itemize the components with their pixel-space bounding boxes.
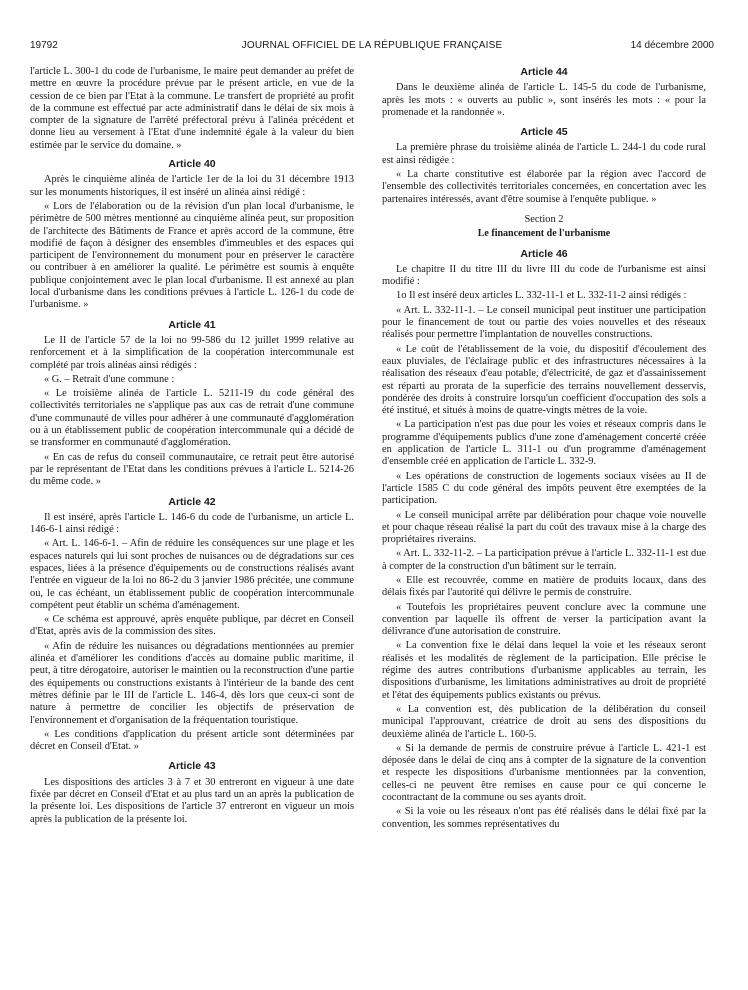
paragraph: Après le cinquième alinéa de l'article 1er de la loi du 31 décembre 1913 sur les monuments historiques, il est inséré un alinéa ainsi rédigé : bbox=[30, 174, 354, 198]
paragraph: Le chapitre II du titre III du livre III du code de l'urbanisme est ainsi modifié : bbox=[382, 263, 706, 288]
paragraph: Les dispositions des articles 3 à 7 et 30 entreront en vigueur à une date fixée par décret en Conseil d'Etat et au plus tard un an après la publication de la présente loi. Les dispositions de l'article 37 entreront en vigueur un mois après la publication de la présente loi. bbox=[30, 776, 354, 825]
paragraph: Dans le deuxième alinéa de l'article L. 145-5 du code de l'urbanisme, après les mots : « ouverts au public », sont insérés les mots : « pour la promenade et la randonnée ». bbox=[382, 82, 706, 118]
article-heading: Article 46 bbox=[520, 247, 568, 260]
paragraph: « Afin de réduire les nuisances ou dégradations mentionnées au premier alinéa et d'améliorer les conditions d'accès au domaine public maritime, il peut, à titre dérogatoire, autoriser le maintien ou la reconstruction d'une partie des équipements ou constructions existants à l'intérieur de la bande des cent mètres définie par le III de l'article L. 146-4, dès lors que ceux-ci sont de nature à permettre de concilier les objectifs de préservation de l'environnement et d'organisation de la fréquentation touristique. bbox=[30, 640, 354, 726]
paragraph: « Elle est recouvrée, comme en matière de produits locaux, dans des délais fixés par l'autorité qui délivre le permis de construire. bbox=[382, 574, 706, 599]
section-title: Le financement de l'urbanisme bbox=[477, 228, 611, 240]
left-column bbox=[30, 66, 354, 828]
publication-date: 14 décembre 2000 bbox=[630, 40, 714, 51]
article-heading: Article 45 bbox=[520, 126, 568, 139]
paragraph: « La participation n'est pas due pour les voies et réseaux compris dans le programme d'équipements publics d'une zone d'aménagement concerté créée en application de l'article L. 311-1 ou d'un programme d'aménagement d'ensemble créé en application de l'article L. 332-9. bbox=[382, 419, 706, 468]
paragraph: « Toutefois les propriétaires peuvent conclure avec la commune une convention par laquelle ils offrent de verser la participation avant la délivrance d'une autorisation de construire. bbox=[382, 601, 706, 638]
paragraph: « Si la voie ou les réseaux n'ont pas été réalisés dans le délai fixé par la convention, les sommes représentatives du bbox=[382, 806, 706, 830]
paragraph: « Art. L. 332-11-2. – La participation prévue à l'article L. 332-11-1 est due à compter de la construction d'un bâtiment sur le terrain. bbox=[382, 548, 706, 572]
article-heading: Article 42 bbox=[168, 495, 216, 508]
paragraph: « Lors de l'élaboration ou de la révision d'un plan local d'urbanisme, le périmètre de 500 mètres mentionné au cinquième alinéa peut, sur proposition de l'architecte des Bâtiments de France et après accord de la commune, être modifié de façon à désigner des ensembles d'immeubles et des espaces qui participent de l'environnement du monument pour en préserver le caractère ou contribuer à en améliorer la qualité. Le périmètre est soumis à enquête publique conjointement avec le plan local d'urbanisme. Il est annexé au plan local d'urbanisme dans les conditions prévues à l'article L. 126-1 du code de l'urbanisme. » bbox=[30, 200, 354, 311]
article-heading: Article 43 bbox=[168, 760, 216, 773]
paragraph: l'article L. 300-1 du code de l'urbanisme, le maire peut demander au préfet de mettre en œuvre la procédure prévue par le présent article, en vue de la cession de ce bien par l'Etat à la commune. Le transfert de propriété au profit de la commune est effectué par acte administratif dans le délai de six mois à compter de la signature de l'arrêté préfectoral prévu à l'alinéa précédent et donne lieu au versement à l'Etat d'une indemnité égale à la valeur du bien estimée par le service du domaine. » bbox=[30, 66, 354, 151]
paragraph: « Le coût de l'établissement de la voie, du dispositif d'écoulement des eaux pluviales, de l'éclairage public et des infrastructures nécessaires à la réalisation des réseaux d'eau potable, d'électricité, de gaz et d'assainissement est réparti au prorata de la superficie des terrains nouvellement desservis, pondérée des droits à construire lorsqu'un coefficient d'occupation des sols a été institué, et situés à moins de quatre-vingts mètres de la voie. bbox=[382, 343, 706, 417]
paragraph: « Les conditions d'application du présent article sont déterminées par décret en Conseil d'Etat. » bbox=[30, 728, 354, 753]
right-column bbox=[382, 66, 706, 833]
paragraph: « Le conseil municipal arrête par délibération pour chaque voie nouvelle et pour chaque réseau réalisé la part du coût des travaux mise à la charge des propriétaires riverains. bbox=[382, 509, 706, 546]
paragraph: « Les opérations de construction de logements sociaux visées au II de l'article 1585 C du code général des impôts peuvent être exemptées de la participation. bbox=[382, 470, 706, 507]
journal-title: JOURNAL OFFICIEL DE LA RÉPUBLIQUE FRANÇAISE bbox=[241, 40, 503, 51]
paragraph: Le II de l'article 57 de la loi no 99-586 du 12 juillet 1999 relative au renforcement et à la simplification de la coopération intercommunale est complété par trois alinéas ainsi rédigés : bbox=[30, 334, 354, 371]
page-header bbox=[30, 40, 714, 54]
article-heading: Article 41 bbox=[168, 318, 216, 331]
article-heading: Article 44 bbox=[520, 66, 568, 78]
paragraph: « Art. L. 146-6-1. – Afin de réduire les conséquences sur une plage et les espaces naturels qui lui sont proches de nuisances ou de dégradations sur ces espaces, liées à la présence d'équipements ou de constructions réalisés avant l'entrée en vigueur de la loi no 86-2 du 3 janvier 1986 précitée, une commune ou, le cas échéant, un établissement public de coopération intercommunale compétent peut établir un schéma d'aménagement. bbox=[30, 538, 354, 611]
paragraph: 1o Il est inséré deux articles L. 332-11-1 et L. 332-11-2 ainsi rédigés : bbox=[396, 290, 687, 302]
page-number: 19792 bbox=[30, 40, 58, 51]
paragraph: « Le troisième alinéa de l'article L. 5211-19 du code général des collectivités territoriales ne s'applique pas aux cas de retrait d'une commune d'une communauté de villes pour adhérer à une communauté d'agglomération ou à un établissement public de coopération intercommunale qui a décidé de se transformer en communauté d'agglomération. bbox=[30, 388, 354, 449]
paragraph: « Si la demande de permis de construire prévue à l'article L. 421-1 est déposée dans le délai de cinq ans à compter de la signature de la convention et respecte les dispositions d'urbanisme mentionnées par la convention, celles-ci ne peuvent être remises en cause pour ce qui concerne le cocontractant de la commune ou ses ayants droit. bbox=[382, 742, 706, 804]
paragraph: « La charte constitutive est élaborée par la région avec l'accord de l'ensemble des collectivités territoriales concernées, en concertation avec les partenaires intéressés, avant d'être soumise à l'enquête publique. » bbox=[382, 169, 706, 205]
paragraph: « La convention fixe le délai dans lequel la voie et les réseaux seront réalisés et les modalités de règlement de la participation. Elle précise le régime des autres contributions d'urbanisme applicables au terrain, les dispositions d'urbanisme, les limitations administratives au droit de propriété et l'état des équipements publics existants ou prévus. bbox=[382, 640, 706, 701]
paragraph: « G. – Retrait d'une commune : bbox=[44, 373, 175, 385]
paragraph: « Art. L. 332-11-1. – Le conseil municipal peut instituer une participation pour le financement de tout ou partie des voies nouvelles et des réseaux réalisés pour permettre l'implantation de nouvelles constructions. bbox=[382, 304, 706, 341]
paragraph: « En cas de refus du conseil communautaire, ce retrait peut être autorisé par le représentant de l'Etat dans les conditions prévues à l'article L. 5214-26 du même code. » bbox=[30, 451, 354, 488]
paragraph: « La convention est, dès publication de la délibération du conseil municipal l'approuvant, créatrice de droit au sens des dispositions du deuxième alinéa de l'article L. 160-5. bbox=[382, 703, 706, 740]
article-heading: Article 40 bbox=[168, 158, 216, 171]
paragraph: « Ce schéma est approuvé, après enquête publique, par décret en Conseil d'Etat, après avis de la commission des sites. bbox=[30, 614, 354, 638]
section-label: Section 2 bbox=[524, 213, 564, 225]
paragraph: Il est inséré, après l'article L. 146-6 du code de l'urbanisme, un article L. 146-6-1 ainsi rédigé : bbox=[30, 511, 354, 536]
paragraph: La première phrase du troisième alinéa de l'article L. 244-1 du code rural est ainsi rédigée : bbox=[382, 142, 706, 166]
